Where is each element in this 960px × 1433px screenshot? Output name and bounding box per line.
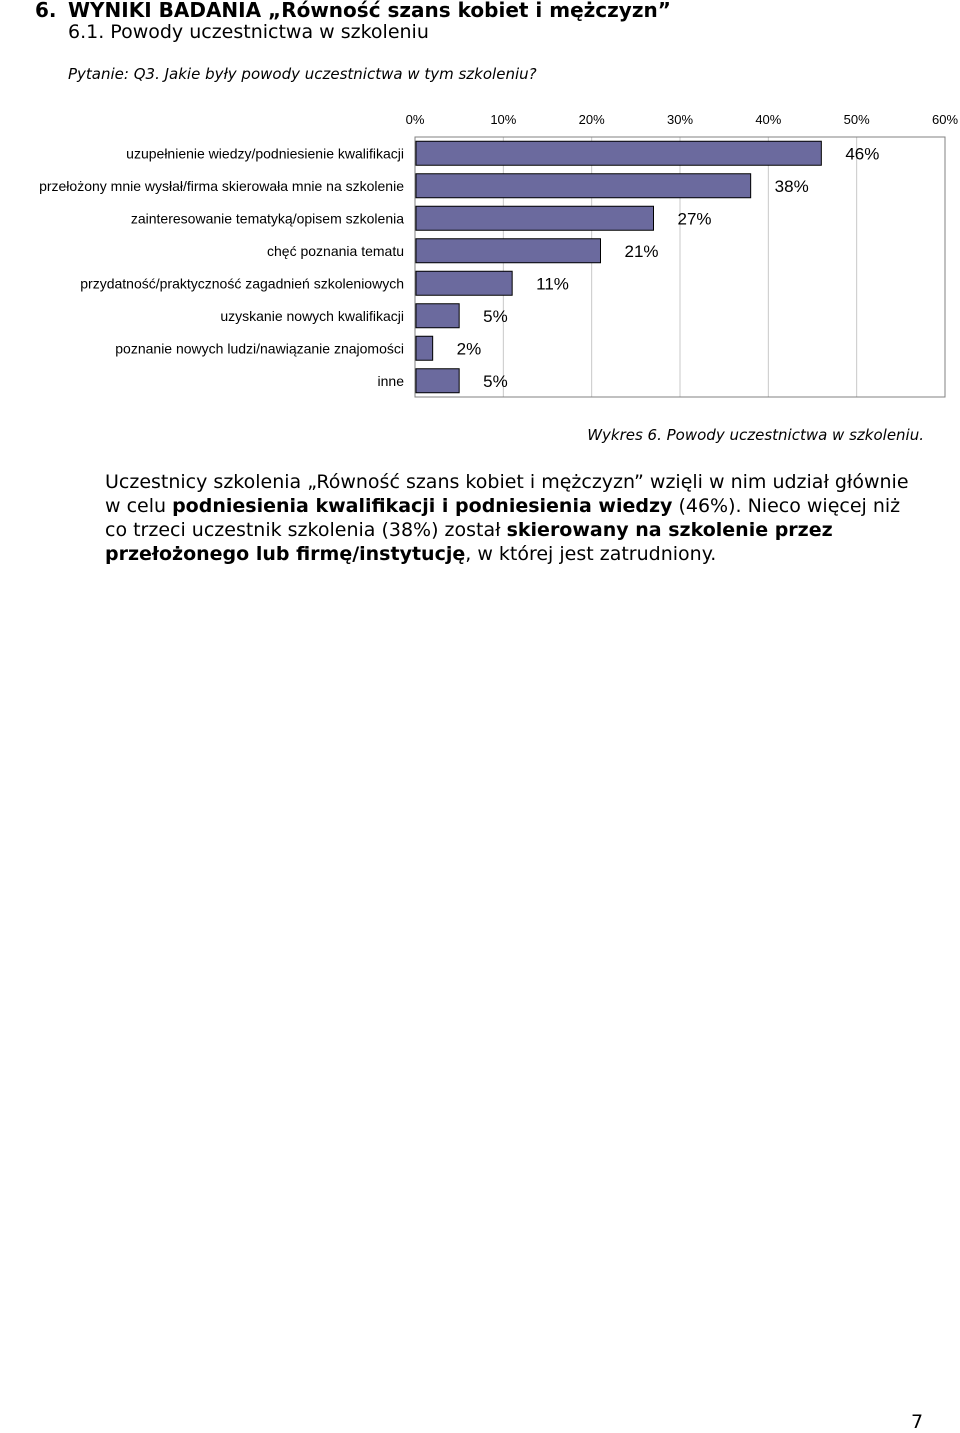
x-tick-label: 0%: [405, 112, 425, 127]
data-label: 11%: [536, 274, 569, 294]
category-label: chęć poznania tematu: [267, 242, 404, 259]
category-label: przydatność/praktyczność zagadnień szkoleniowych: [80, 275, 404, 292]
data-label: 5%: [483, 306, 508, 326]
data-label: 5%: [483, 371, 508, 391]
survey-question: Pytanie: Q3. Jakie były powody uczestnictwa w tym szkoleniu?: [68, 65, 537, 83]
paragraph-bold-2: skierowany na szkolenie przez przełożonego lub firmę/instytucję: [105, 519, 833, 565]
category-label: uzupełnienie wiedzy/podniesienie kwalifikacji: [126, 145, 404, 162]
data-label: 2%: [456, 339, 482, 359]
data-label: 46%: [845, 144, 880, 164]
x-tick-label: 20%: [578, 112, 605, 127]
category-label: inne: [377, 372, 404, 389]
section-heading: [35, 0, 671, 22]
paragraph-text-2: (46%). Nieco więcej niż co trzeci uczestnik szkolenia (38%) został: [105, 495, 901, 541]
category-label: przełożony mnie wysłał/firma skierowała mnie na szkolenie: [39, 177, 404, 194]
bar: [416, 239, 601, 263]
page-number: 7: [911, 1411, 924, 1433]
paragraph-text-1: Uczestnicy szkolenia „Równość szans kobiet i mężczyzn” wzięli w nim udział głównie w celu: [105, 471, 909, 517]
data-label: 38%: [774, 176, 809, 196]
category-label: uzyskanie nowych kwalifikacji: [220, 307, 404, 324]
paragraph-bold-1: podniesienia kwalifikacji i podniesienia wiedzy: [172, 495, 673, 517]
chart-caption: Wykres 6. Powody uczestnictwa w szkoleniu.: [587, 426, 924, 444]
bar: [416, 369, 459, 393]
x-tick-label: 50%: [843, 112, 870, 127]
bar: [416, 174, 751, 198]
x-tick-label: 60%: [931, 112, 959, 127]
bar: [416, 304, 459, 328]
reasons-bar-chart: [0, 100, 960, 410]
bar: [416, 336, 433, 360]
section-number: 6.: [35, 0, 57, 22]
summary-paragraph: [105, 470, 927, 566]
subsection-title: 6.1. Powody uczestnictwa w szkoleniu: [68, 21, 429, 43]
section-title: WYNIKI BADANIA „Równość szans kobiet i mężczyzn”: [68, 0, 671, 22]
data-label: 21%: [624, 241, 659, 261]
bar: [416, 206, 654, 230]
paragraph-text-3: , w której jest zatrudniony.: [465, 543, 717, 565]
x-tick-label: 30%: [666, 112, 694, 127]
category-label: poznanie nowych ludzi/nawiązanie znajomości: [115, 340, 404, 357]
x-tick-label: 10%: [490, 112, 517, 127]
bar: [416, 141, 821, 165]
x-tick-label: 40%: [755, 112, 782, 127]
category-label: zainteresowanie tematyką/opisem szkolenia: [130, 210, 404, 227]
data-label: 27%: [677, 209, 712, 229]
bar: [416, 271, 512, 295]
